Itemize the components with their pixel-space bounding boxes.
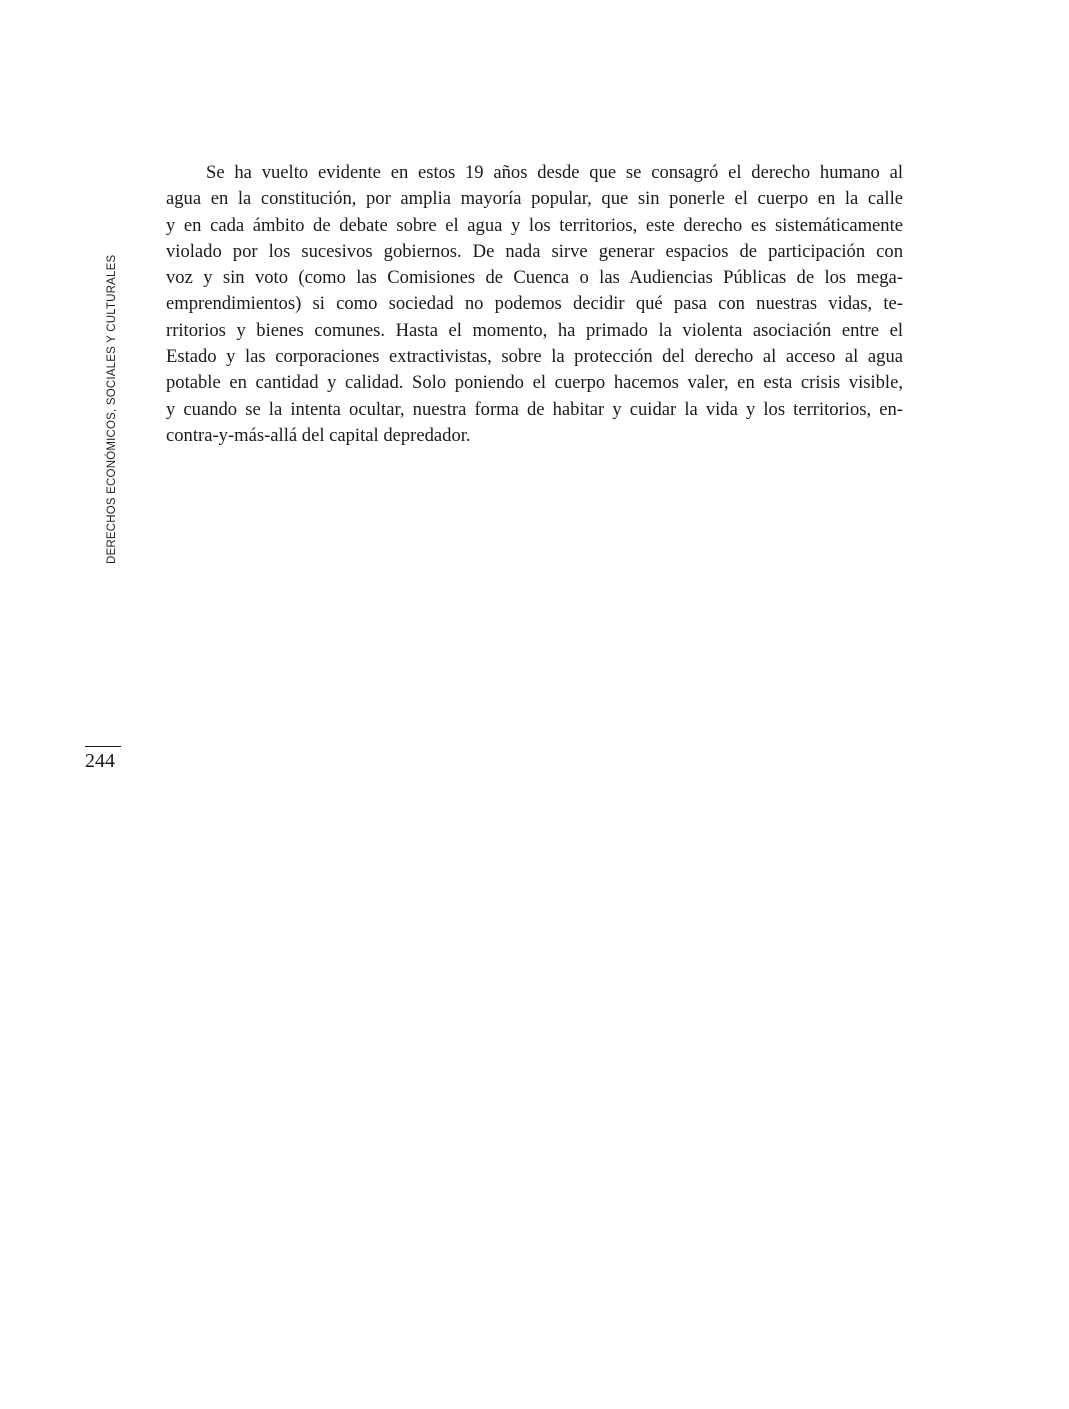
paragraph-line: Estado y las corporaciones extractivistas, sobre la protección del derecho al acceso al agua [166,346,903,368]
paragraph-line: y cuando se la intenta ocultar, nuestra forma de habitar y cuidar la vida y los territorios, en- [166,398,903,420]
paragraph-line: agua en la constitución, por amplia mayoría popular, que sin ponerle el cuerpo en la calle [166,188,903,210]
paragraph-line: violado por los sucesivos gobiernos. De nada sirve generar espacios de participación con [166,240,903,262]
paragraph-line: voz y sin voto (como las Comisiones de Cuenca o las Audiencias Públicas de los mega- [166,267,903,289]
paragraph-line: emprendimientos) si como sociedad no podemos decidir qué pasa con nuestras vidas, te- [166,293,903,315]
page-number-rule [85,746,121,747]
paragraph-line: rritorios y bienes comunes. Hasta el momento, ha primado la violenta asociación entre el [166,319,903,341]
paragraph-line: y en cada ámbito de debate sobre el agua y los territorios, este derecho es sistemáticamente [166,214,903,236]
paragraph-line: Se ha vuelto evidente en estos 19 años desde que se consagró el derecho humano al [206,162,903,183]
page-number: 244 [85,750,115,772]
paragraph-line: potable en cantidad y calidad. Solo poniendo el cuerpo hacemos valer, en esta crisis visible, [166,372,903,394]
body-paragraph [166,160,903,449]
paragraph-line: contra-y-más-allá del capital depredador. [166,424,471,446]
running-head: DERECHOS ECONÓMICOS, SOCIALES Y CULTURALES [106,254,118,564]
